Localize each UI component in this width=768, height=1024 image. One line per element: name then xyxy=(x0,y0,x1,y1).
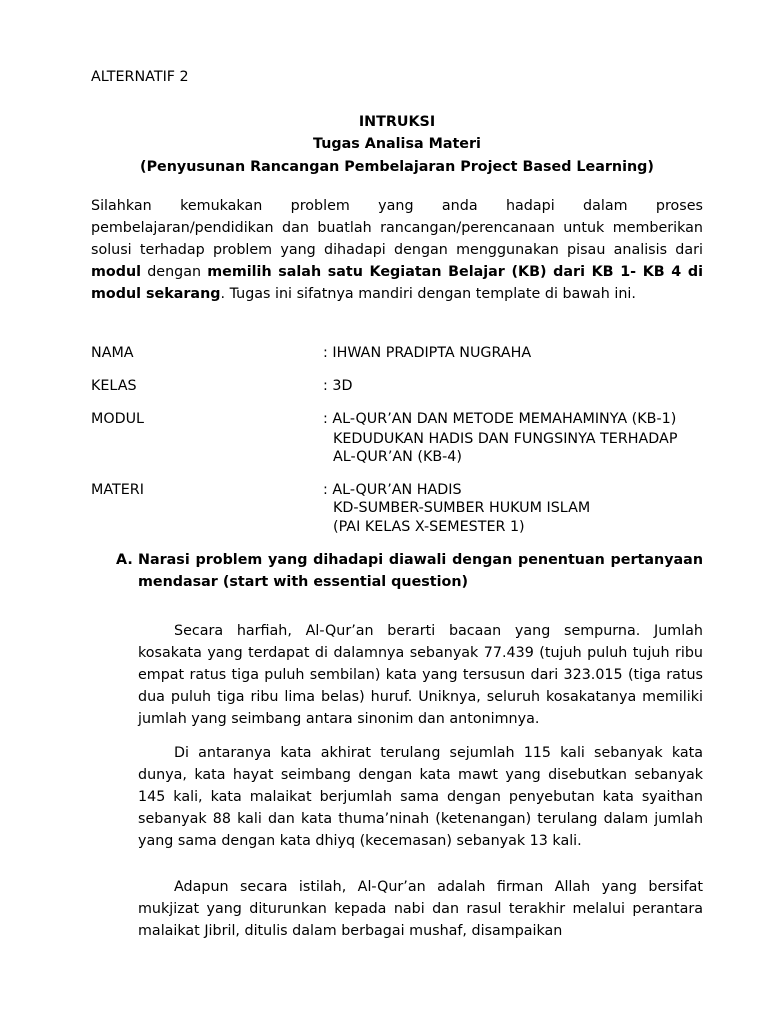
instruction-title: INTRUKSI xyxy=(358,114,436,130)
intro-bold-kb: memilih salah satu Kegiatan Belajar (KB) dari KB 1- KB 4 di modul sekarang xyxy=(91,264,703,302)
section-a-letter: A. xyxy=(116,552,133,568)
materi-value-2: KD-SUMBER-SUMBER HUKUM ISLAM xyxy=(333,500,591,516)
body-paragraph-1: Secara harfiah, Al-Qur’an berarti bacaan yang sempurna. Jumlah kosakata yang terdapat di dalamnya sebanyak 77.439 (tujuh puluh tujuh ribu empat ratus tiga puluh sembilan) kata yang tersusun dari 323.015 (tiga ratus dua puluh tiga ribu lima belas) huruf. Uniknya, seluruh kosakatanya memiliki jumlah yang seimbang antara sinonim dan antonimnya. xyxy=(138,623,703,727)
modul-label: MODUL xyxy=(91,411,145,427)
nama-label: NAMA xyxy=(91,345,134,361)
modul-value-1: : AL-QUR’AN DAN METODE MEMAHAMINYA (KB-1) xyxy=(323,411,677,427)
intro-text-3: . Tugas ini sifatnya mandiri dengan template di bawah ini. xyxy=(220,286,636,302)
materi-label: MATERI xyxy=(91,482,144,498)
section-a-heading: Narasi problem yang dihadapi diawali dengan penentuan pertanyaan mendasar (start with essential question) xyxy=(138,552,703,590)
modul-value-3: AL-QUR’AN (KB-4) xyxy=(333,449,462,465)
task-subtitle: (Penyusunan Rancangan Pembelajaran Project Based Learning) xyxy=(140,159,654,175)
intro-bold-modul: modul xyxy=(91,264,142,280)
materi-value-3: (PAI KELAS X-SEMESTER 1) xyxy=(333,519,525,535)
intro-text-1: Silahkan kemukakan problem yang anda hadapi dalam proses pembelajaran/pendidikan dan buatlah rancangan/perencanaan untuk memberikan solusi terhadap problem yang dihadapi dengan menggunakan pisau analisis dari xyxy=(91,198,703,258)
intro-paragraph xyxy=(91,195,703,305)
modul-value-2: KEDUDUKAN HADIS DAN FUNGSINYA TERHADAP xyxy=(333,431,678,447)
task-title: Tugas Analisa Materi xyxy=(313,136,481,152)
kelas-label: KELAS xyxy=(91,378,137,394)
materi-value-1: : AL-QUR’AN HADIS xyxy=(323,482,462,498)
kelas-value: : 3D xyxy=(323,378,353,394)
nama-value: : IHWAN PRADIPTA NUGRAHA xyxy=(323,345,532,361)
body-paragraph-3: Adapun secara istilah, Al-Qur’an adalah firman Allah yang bersifat mukjizat yang diturunkan kepada nabi dan rasul terakhir melalui perantara malaikat Jibril, ditulis dalam berbagai mushaf, disampaikan xyxy=(138,879,703,939)
intro-text-2: dengan xyxy=(141,264,208,280)
body-paragraph-2: Di antaranya kata akhirat terulang sejumlah 115 kali sebanyak kata dunya, kata hayat seimbang dengan kata mawt yang disebutkan sebanyak 145 kali, kata malaikat berjumlah sama dengan penyebutan kata syaithan sebanyak 88 kali dan kata thuma’ninah (ketenangan) terulang dalam jumlah yang sama dengan kata dhiyq (kecemasan) sebanyak 13 kali. xyxy=(138,745,703,849)
alternative-label: ALTERNATIF 2 xyxy=(91,69,189,85)
